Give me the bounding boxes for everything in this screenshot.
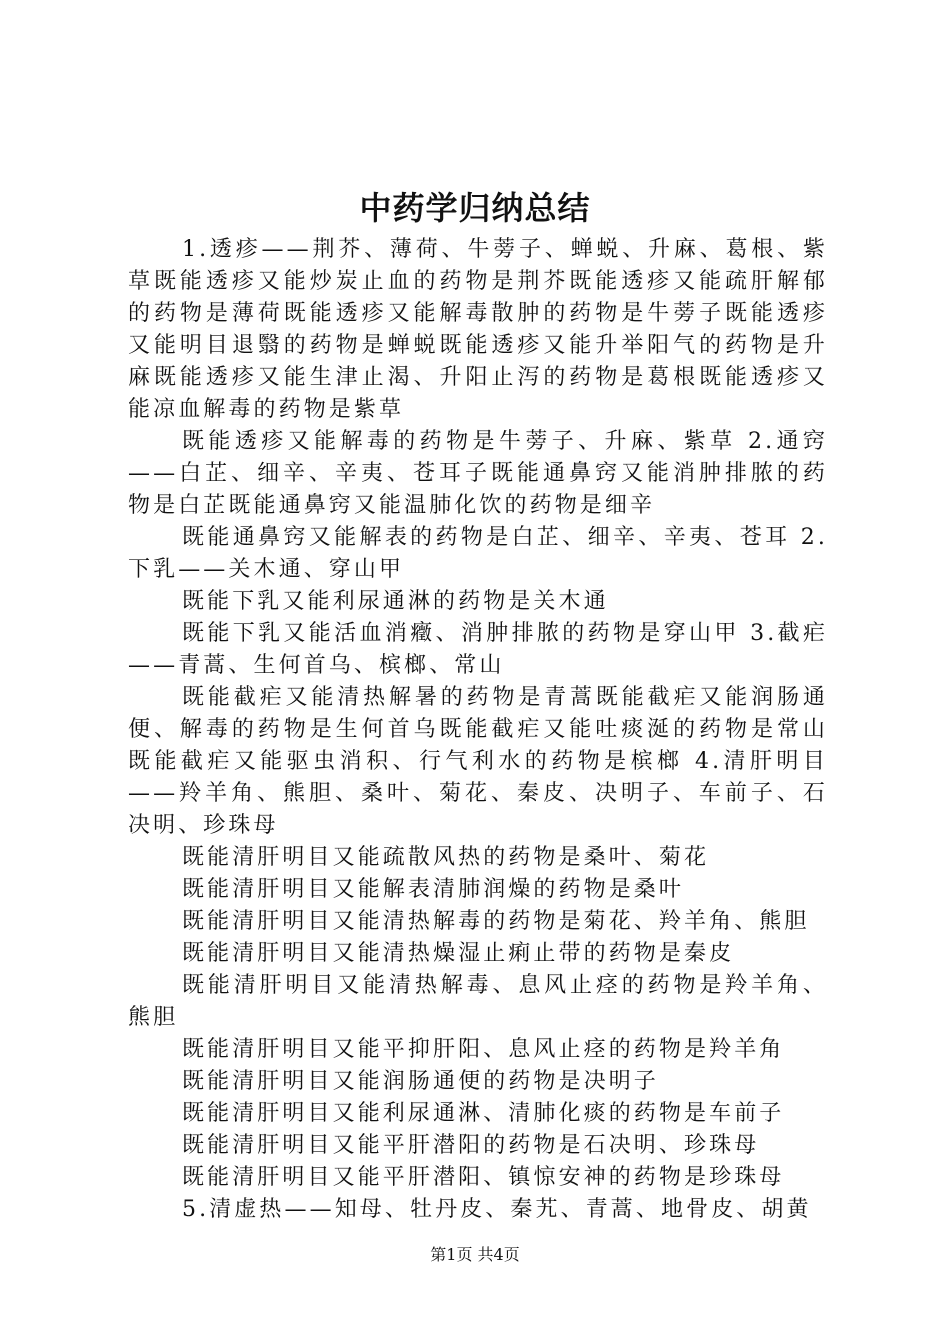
paragraph: 既能清肝明目又能清热解毒、息风止痉的药物是羚羊角、熊胆 — [128, 973, 828, 1030]
paragraph: 既能清肝明目又能清热解毒的药物是菊花、羚羊角、熊胆 — [182, 909, 810, 934]
paragraph: 1.透疹——荆芥、薄荷、牛蒡子、蝉蜕、升麻、葛根、紫草既能透疹又能炒炭止血的药物是荆芥既能透疹又能疏肝解郁的药物是薄荷既能透疹又能解毒散肿的药物是牛蒡子既能透疹又能明目退翳的药物是蝉蜕既能透疹又能升举阳气的药物是升麻既能透疹又能生津止渴、升阳止泻的药物是葛根既能透疹又能凉血解毒的药物是紫草 — [128, 237, 828, 422]
paragraph: 既能下乳又能利尿通淋的药物是关木通 — [182, 589, 609, 614]
paragraph: 既能清肝明目又能疏散风热的药物是桑叶、菊花 — [182, 845, 710, 870]
paragraph: 5.清虚热——知母、牡丹皮、秦艽、青蒿、地骨皮、胡黄 — [182, 1197, 812, 1222]
document-body — [128, 234, 828, 1226]
paragraph: 既能清肝明目又能利尿通淋、清肺化痰的药物是车前子 — [182, 1101, 785, 1126]
paragraph: 既能清肝明目又能平肝潜阳、镇惊安神的药物是珍珠母 — [182, 1165, 785, 1190]
paragraph: 既能清肝明目又能润肠通便的药物是决明子 — [182, 1069, 659, 1094]
paragraph: 既能截疟又能清热解暑的药物是青蒿既能截疟又能润肠通便、解毒的药物是生何首乌既能截疟又能吐痰涎的药物是常山既能截疟又能驱虫消积、行气利水的药物是槟榔 4.清肝明目——羚羊角、熊胆、桑叶、菊花、秦皮、决明子、车前子、石决明、珍珠母 — [128, 685, 828, 838]
document-title: 中药学归纳总结 — [359, 189, 591, 227]
paragraph: 既能通鼻窍又能解表的药物是白芷、细辛、辛夷、苍耳 2.下乳——关木通、穿山甲 — [128, 525, 828, 582]
paragraph: 既能清肝明目又能平抑肝阳、息风止痉的药物是羚羊角 — [182, 1037, 785, 1062]
paragraph: 既能清肝明目又能平肝潜阳的药物是石决明、珍珠母 — [182, 1133, 760, 1158]
paragraph: 既能清肝明目又能清热燥湿止痢止带的药物是秦皮 — [182, 941, 735, 966]
paragraph: 既能清肝明目又能解表清肺润燥的药物是桑叶 — [182, 877, 685, 902]
paragraph: 既能透疹又能解毒的药物是牛蒡子、升麻、紫草 2.通窍——白芷、细辛、辛夷、苍耳子既能通鼻窍又能消肿排脓的药物是白芷既能通鼻窍又能温肺化饮的药物是细辛 — [128, 429, 828, 518]
page-footer: 第1页 共4页 — [430, 1245, 520, 1264]
paragraph: 既能下乳又能活血消癥、消肿排脓的药物是穿山甲 3.截疟——青蒿、生何首乌、槟榔、常山 — [128, 621, 828, 678]
